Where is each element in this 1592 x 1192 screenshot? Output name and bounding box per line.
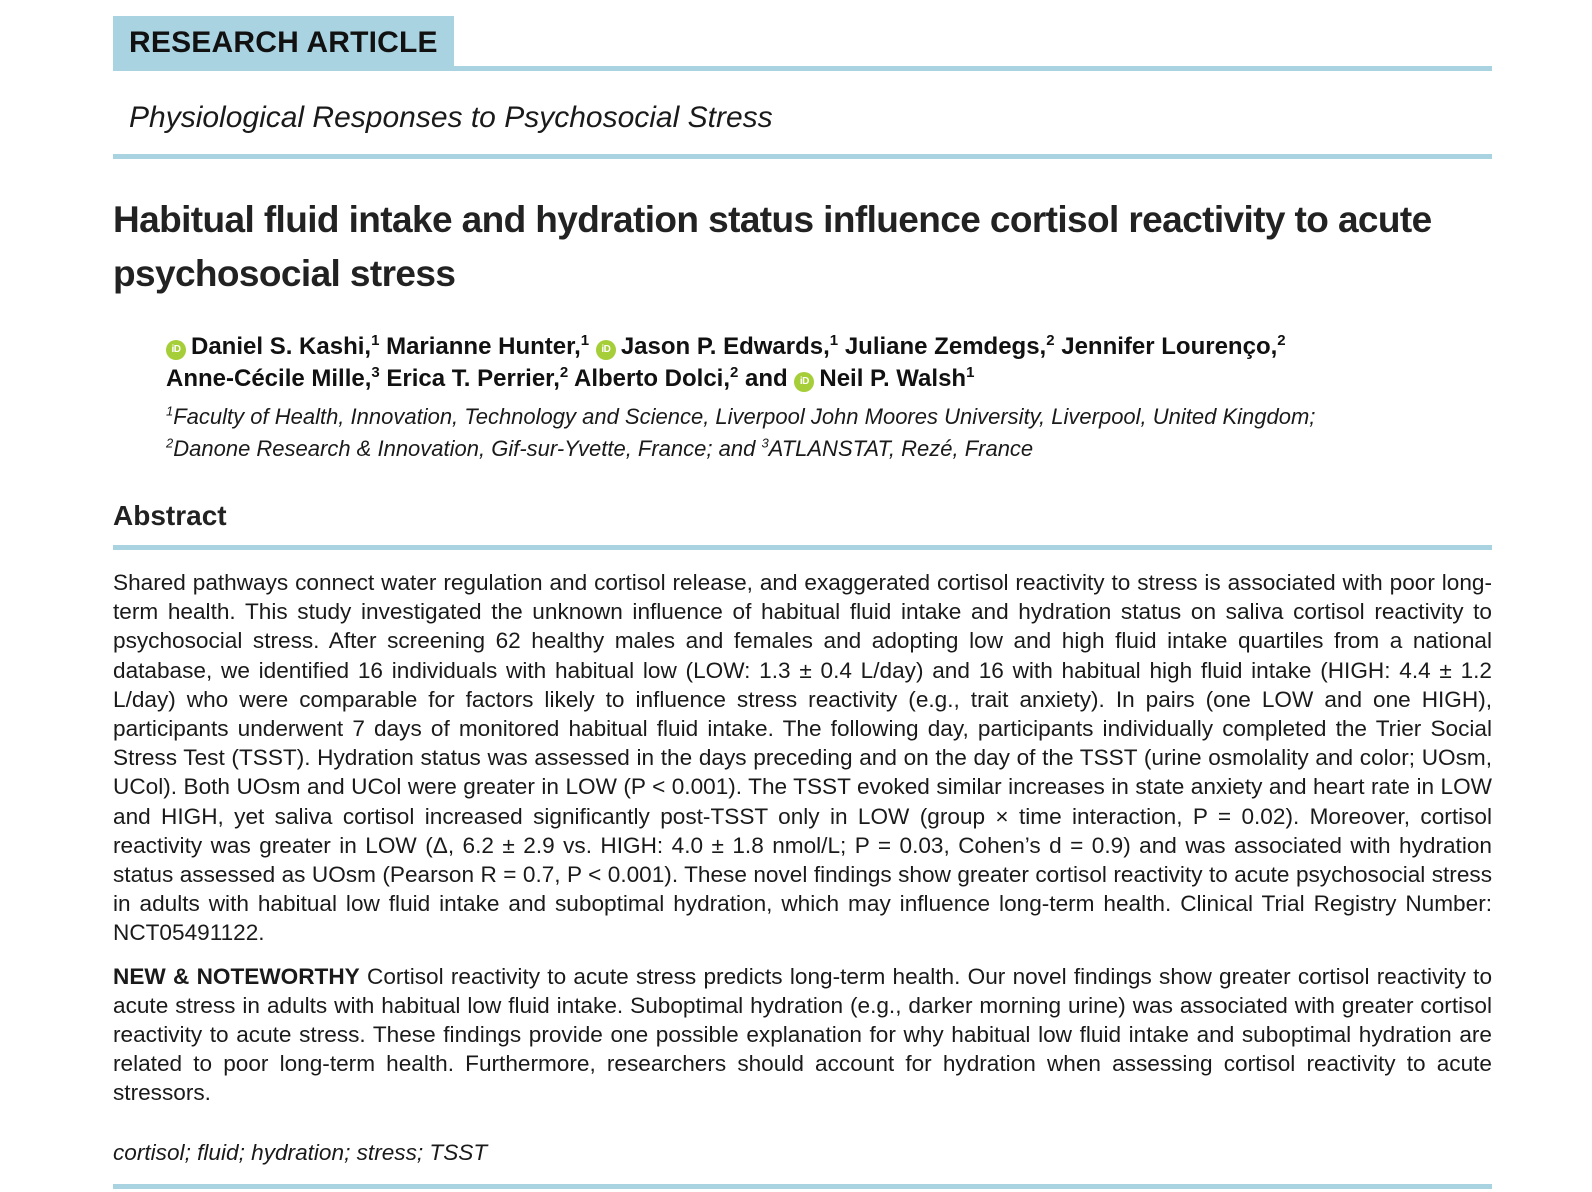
affiliation-marker: 1 (580, 332, 590, 349)
author[interactable] (596, 333, 838, 360)
author-name: Marianne Hunter, (386, 333, 581, 360)
author (166, 365, 380, 392)
author[interactable] (794, 365, 974, 392)
author-name: Erica T. Perrier, (386, 365, 560, 392)
affiliation-2-3 (166, 433, 1492, 465)
affiliations (166, 401, 1492, 465)
author-name: Juliane Zemdegs, (844, 333, 1047, 360)
affiliation-1 (166, 401, 1492, 433)
author (1061, 333, 1285, 360)
author (386, 333, 589, 360)
bottom-rule (113, 1184, 1492, 1189)
affiliation-marker: 2 (1277, 332, 1286, 349)
orcid-icon[interactable]: iD (166, 340, 186, 360)
affiliation-marker: 2 (730, 364, 739, 381)
author-name: Neil P. Walsh (819, 365, 967, 392)
author-name: Jennifer Lourenço, (1061, 333, 1278, 360)
affiliation-text: Danone Research & Innovation, Gif-sur-Yvette, France; and (173, 436, 762, 461)
keywords: cortisol; fluid; hydration; stress; TSST (113, 1139, 488, 1165)
abstract-body: Shared pathways connect water regulation and cortisol release, and exaggerated cortisol reactivity to stress is associated with poor long-term health. This study investigated the unknown influence of habitual fluid intake and hydration status on saliva cortisol reactivity to psychosocial stress. After screening 62 healthy males and females and adopting low and high fluid intake quartiles from a national database, we identified 16 individuals with habitual low (LOW: 1.3 ± 0.4 L/day) and 16 with habitual high fluid intake (HIGH: 4.4 ± 1.2 L/day) who were comparable for factors likely to influence stress reactivity (e.g., trait anxiety). In pairs (one LOW and one HIGH), participants underwent 7 days of monitored habitual fluid intake. The following day, participants individually completed the Trier Social Stress Test (TSST). Hydration status was assessed in the days preceding and on the day of the TSST (urine osmolality and color; UOsm, UCol). Both UOsm and UCol were greater in LOW (P < 0.001). The TSST evoked similar increases in state anxiety and heart rate in LOW and HIGH, yet saliva cortisol increased significantly post-TSST only in LOW (group × time interaction, P = 0.02). Moreover, cortisol reactivity was greater in LOW (Δ, 6.2 ± 2.9 vs. HIGH: 4.0 ± 1.8 nmol/L; P = 0.03, Cohen’s d = 0.9) and was associated with hydration status assessed as UOsm (Pearson R = 0.7, P < 0.001). These novel findings show greater cortisol reactivity to acute psychosocial stress in adults with habitual low fluid intake and suboptimal hydration, which may influence long-term health. Clinical Trial Registry Number: NCT05491122. (113, 570, 1492, 946)
affiliation-marker: 1 (966, 364, 975, 381)
author (574, 365, 738, 392)
journal-section: Physiological Responses to Psychosocial Stress (129, 101, 773, 134)
author-name: Anne-Cécile Mille, (166, 365, 372, 392)
author-conjunction: and (745, 365, 788, 392)
author-name: Jason P. Edwards, (620, 333, 830, 360)
abstract-heading: Abstract (113, 500, 227, 531)
affiliation-marker: 3 (371, 364, 380, 381)
author (386, 365, 568, 392)
article-type-badge: RESEARCH ARTICLE (113, 16, 454, 70)
article-title: Habitual fluid intake and hydration status influence cortisol reactivity to acute psychosocial stress (113, 199, 1432, 294)
article-page (113, 16, 1492, 1189)
author-name: Alberto Dolci, (573, 365, 730, 392)
affiliation-marker: 2 (559, 364, 569, 381)
abstract-rule (113, 545, 1492, 550)
author (845, 333, 1055, 360)
affiliation-marker: 1 (371, 332, 380, 349)
affiliation-text: Faculty of Health, Innovation, Technology and Science, Liverpool John Moores University, Liverpool, United Kingdom; (173, 404, 1316, 429)
orcid-icon[interactable]: iD (596, 340, 616, 360)
noteworthy-text: Cortisol reactivity to acute stress predicts long-term health. Our novel findings show greater cortisol reactivity to acute stress in adults with habitual low fluid intake. Suboptimal hydration (e.g., darker morning urine) was associated with greater cortisol reactivity to acute stress. These findings provide one possible explanation for why habitual low fluid intake and suboptimal hydration are related to poor long-term health. Furthermore, researchers should account for hydration when assessing cortisol reactivity to acute stressors. (113, 963, 1493, 1106)
noteworthy-label: NEW & NOTEWORTHY (113, 963, 360, 989)
author[interactable] (166, 333, 379, 360)
orcid-icon[interactable]: iD (794, 372, 814, 392)
affiliation-text: ATLANSTAT, Rezé, France (768, 436, 1034, 461)
affiliation-marker: 1 (829, 332, 839, 349)
author-list (166, 331, 1492, 395)
affiliation-number: 1 (166, 403, 174, 419)
affiliation-number: 2 (166, 435, 174, 451)
article-type-header (113, 16, 1492, 72)
affiliation-number: 3 (761, 435, 769, 451)
author-name: Daniel S. Kashi, (191, 333, 372, 360)
new-noteworthy (113, 962, 1492, 1108)
affiliation-marker: 2 (1046, 332, 1055, 349)
section-rule (113, 154, 1492, 159)
